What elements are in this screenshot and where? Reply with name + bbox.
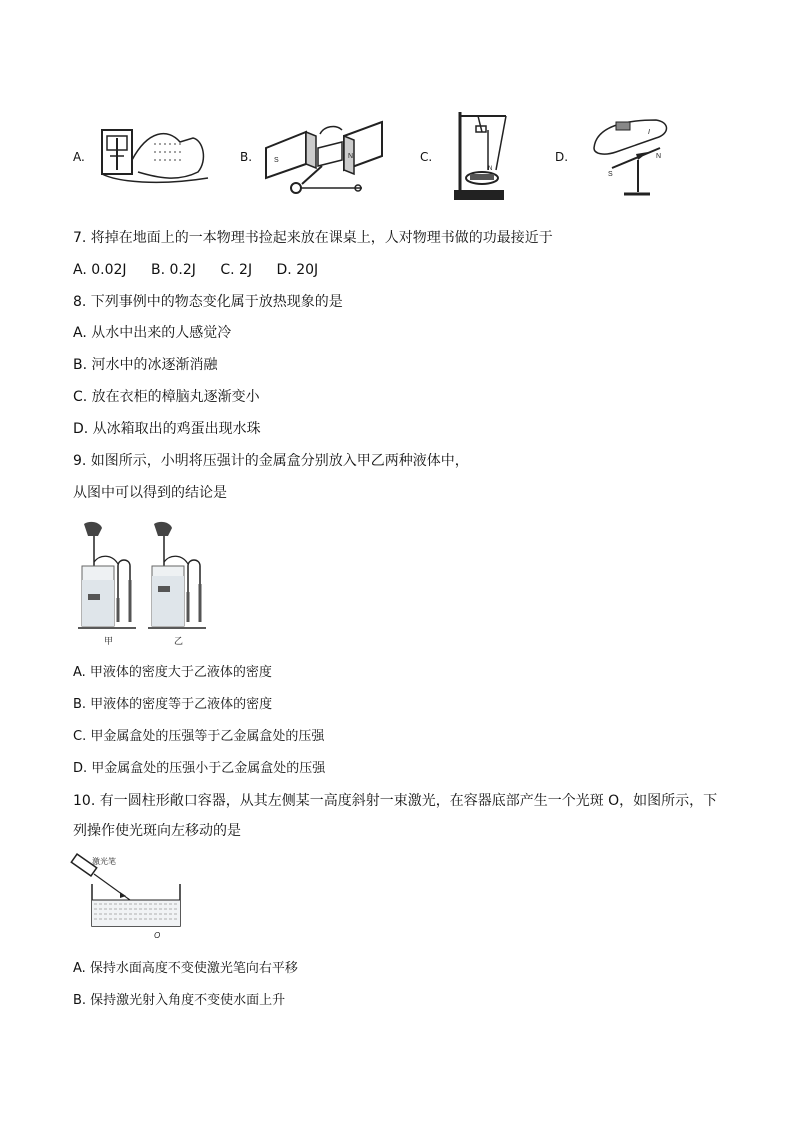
q8-option-c[interactable]: C. 放在衣柜的樟脑丸逐渐变小 xyxy=(73,389,260,405)
q9-option-b[interactable]: B. 甲液体的密度等于乙液体的密度 xyxy=(73,697,273,712)
q6-d-n-label: N xyxy=(656,153,662,160)
q6-b-n-label: N xyxy=(348,153,354,160)
q7-option-a[interactable]: A. 0.02J xyxy=(73,262,127,278)
q8-option-d[interactable]: D. 从冰箱取出的鸡蛋出现水珠 xyxy=(73,421,261,437)
q7-stem: 7. 将掉在地面上的一本物理书捡起来放在课桌上，人对物理书做的功最接近于 xyxy=(73,230,553,246)
q9-fig-label-jia: 甲 xyxy=(104,636,114,646)
q9-option-c[interactable]: C. 甲金属盒处的压强等于乙金属盒处的压强 xyxy=(73,729,325,744)
q10-spot-o-label: O xyxy=(154,931,161,940)
q6-c-n-label: N xyxy=(488,166,493,172)
q6-option-a-letter[interactable]: A. xyxy=(73,150,85,164)
q7-option-d[interactable]: D. 20J xyxy=(276,262,319,278)
q10-stem-line2: 列操作使光斑向左移动的是 xyxy=(73,823,241,839)
q7-option-b[interactable]: B. 0.2J xyxy=(151,262,196,278)
q9-fig-label-yi: 乙 xyxy=(174,636,184,646)
q8-stem: 8. 下列事例中的物态变化属于放热现象的是 xyxy=(73,294,343,310)
q8-option-b[interactable]: B. 河水中的冰逐渐消融 xyxy=(73,357,218,373)
q6-option-c-letter[interactable]: C. xyxy=(420,150,433,164)
q6-fig-d-compass-wire xyxy=(586,114,672,200)
q6-fig-c-stand-magnet xyxy=(448,108,514,204)
q6-fig-b-magnet-coil xyxy=(262,120,388,196)
q10-laser-pen-label: 激光笔 xyxy=(92,857,116,866)
q10-option-b[interactable]: B. 保持激光射入角度不变使水面上升 xyxy=(73,993,286,1008)
q9-option-d[interactable]: D. 甲金属盒处的压强小于乙金属盒处的压强 xyxy=(73,761,326,776)
q6-option-b-letter[interactable]: B. xyxy=(240,150,253,164)
q6-d-s-label: S xyxy=(608,171,613,178)
q8-option-a[interactable]: A. 从水中出来的人感觉冷 xyxy=(73,325,232,341)
q7-option-c[interactable]: C. 2J xyxy=(220,262,253,278)
q9-stem-line2: 从图中可以得到的结论是 xyxy=(73,485,227,501)
q6-d-i-label: I xyxy=(648,129,650,136)
q10-stem-line1: 10. 有一圆柱形敞口容器，从其左侧某一高度斜射一束激光，在容器底部产生一个光斑 O，如图所示，下 xyxy=(73,793,718,809)
q9-option-a[interactable]: A. 甲液体的密度大于乙液体的密度 xyxy=(73,665,272,680)
q6-b-s-label: S xyxy=(274,157,279,164)
q9-stem-line1: 9. 如图所示，小明将压强计的金属盒分别放入甲乙两种液体中， xyxy=(73,453,469,469)
q10-figure-laser-container xyxy=(70,852,190,942)
q6-option-d-letter[interactable]: D. xyxy=(555,150,569,164)
q7-options xyxy=(73,260,318,280)
q10-option-a[interactable]: A. 保持水面高度不变使激光笔向右平移 xyxy=(73,961,298,976)
q6-fig-a-generator xyxy=(98,120,214,188)
q9-figure-pressure-gauges xyxy=(76,518,216,650)
